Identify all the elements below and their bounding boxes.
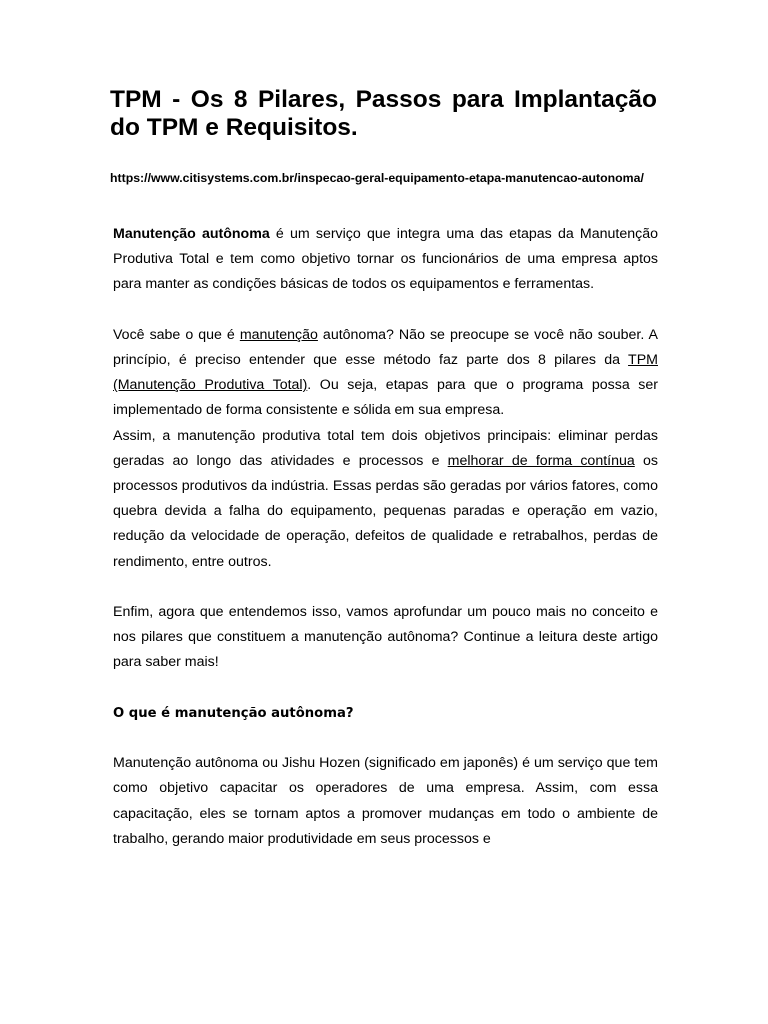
paragraph-tpm-objectives [113,424,658,575]
document-title: TPM - Os 8 Pilares, Passos para Implantação do TPM e Requisitos. [110,86,657,141]
paragraph-spacer [113,298,658,323]
document-body [113,222,658,852]
paragraph-intro [113,222,658,298]
paragraph-text: Você sabe o que é [113,326,240,343]
paragraph-text: autônoma? Não se preocupe se você não souber. A princípio, é preciso entender que esse método faz parte dos 8 pilares da [113,326,659,368]
paragraph-definition: Manutenção autônoma ou Jishu Hozen (significado em japonês) é um serviço que tem como objetivo capacitar os operadores de uma empresa. Assim, com essa capacitação, eles se tornam aptos a promover mudanças em todo o ambiente de trabalho, gerando maior produtividade em seus processos e [113,755,658,847]
paragraph-tpm-pillars [113,323,658,424]
paragraph-intro-text: é um serviço que integra uma das etapas da Manutenção Produtiva Total e tem como objetivo tornar os funcionários de uma empresa aptos para manter as condições básicas de todos os equipamentos e ferramentas. [113,226,658,293]
paragraph-spacer [113,726,658,751]
paragraph-text: Assim, a manutenção produtiva total tem dois objetivos principais: eliminar perdas geradas ao longo das atividades e processos e [113,427,658,469]
section-heading: O que é manutenção autônoma? [113,705,354,721]
link-manutencao[interactable]: manutenção [239,326,318,343]
paragraph-spacer [113,676,658,701]
link-tpm[interactable]: TPM (Manutenção Produtiva Total) [113,352,658,394]
paragraph-spacer [113,575,658,600]
source-url: https://www.citisystems.com.br/inspecao-geral-equipamento-etapa-manutencao-autonoma/ [110,171,644,185]
paragraph-text: . Ou seja, etapas para que o programa possa ser implementado de forma consistente e sólida em sua empresa. [113,377,658,419]
link-melhoria-continua[interactable]: melhorar de forma contínua [447,452,635,469]
paragraph-continue-reading: Enfim, agora que entendemos isso, vamos aprofundar um pouco mais no conceito e nos pilares que constituem a manutenção autônoma? Continue a leitura deste artigo para saber mais! [113,604,658,671]
paragraph-text: os processos produtivos da indústria. Essas perdas são geradas por vários fatores, como quebra devida a falha do equipamento, pequenas paradas e operação em vazio, redução da velocidade de operação, defeitos de qualidade e retrabalhos, perdas de rendimento, entre outros. [113,452,658,570]
term-manutencao-autonoma: Manutenção autônoma [113,226,270,242]
